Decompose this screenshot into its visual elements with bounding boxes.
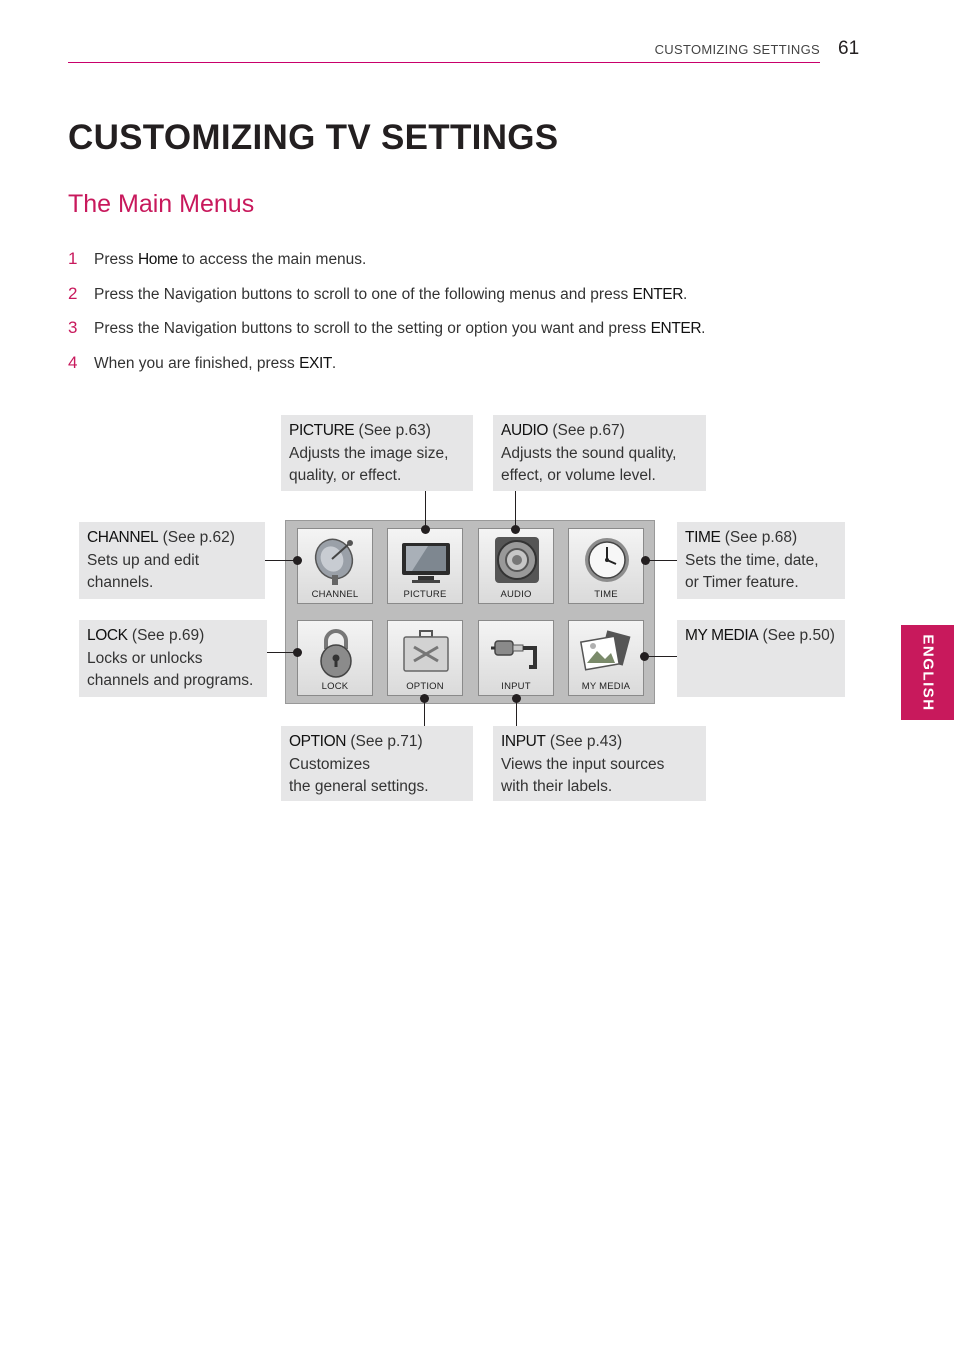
callout-lock: LOCK (See p.69) Locks or unlocks channels and programs. (79, 620, 267, 697)
tile-label: MY MEDIA (581, 681, 631, 692)
tile-label: AUDIO (500, 589, 532, 600)
step-number: 4 (68, 353, 78, 372)
callout-my-media: MY MEDIA (See p.50) (677, 620, 845, 697)
tile-label: INPUT (501, 681, 531, 692)
step-number: 3 (68, 318, 78, 337)
language-tab (901, 625, 954, 720)
satellite-dish-icon (308, 535, 364, 587)
tile-picture[interactable] (387, 528, 463, 604)
connector-dot (641, 556, 650, 565)
tv-icon (398, 535, 454, 587)
step-4: 4 When you are finished, press EXIT. (68, 353, 337, 372)
running-header: CUSTOMIZING SETTINGS (654, 42, 820, 57)
step-number: 1 (68, 249, 78, 268)
tile-lock[interactable] (297, 620, 373, 696)
connector-dot (512, 694, 521, 703)
connector-dot (421, 525, 430, 534)
tile-audio[interactable] (478, 528, 554, 604)
connector-my-media (645, 656, 677, 657)
callout-audio: AUDIO (See p.67) Adjusts the sound quality, effect, or volume level. (493, 415, 706, 491)
callout-picture: PICTURE (See p.63) Adjusts the image size, quality, or effect. (281, 415, 473, 491)
key-enter: ENTER (650, 320, 702, 337)
padlock-icon (308, 627, 364, 679)
clock-icon (579, 535, 635, 587)
connector-dot (293, 648, 302, 657)
page-number: 61 (838, 38, 860, 59)
step-3: 3 Press the Navigation buttons to scroll to the setting or option you want and press ENTER. (68, 318, 706, 337)
tile-option[interactable] (387, 620, 463, 696)
step-number: 2 (68, 284, 78, 303)
callout-time: TIME (See p.68) Sets the time, date, or Timer feature. (677, 522, 845, 599)
connector-dot (420, 694, 429, 703)
tile-channel[interactable] (297, 528, 373, 604)
key-exit: EXIT (299, 355, 332, 372)
header-rule (68, 62, 820, 63)
step-2: 2 Press the Navigation buttons to scroll to one of the following menus and press ENTER. (68, 284, 688, 303)
callout-input: INPUT (See p.43) Views the input sources with their labels. (493, 726, 706, 801)
connector-audio (515, 491, 516, 529)
tile-label: TIME (594, 589, 618, 600)
section-title: The Main Menus (68, 190, 255, 218)
tile-input[interactable] (478, 620, 554, 696)
callout-channel: CHANNEL (See p.62) Sets up and edit channels. (79, 522, 265, 599)
connector-dot (293, 556, 302, 565)
media-files-icon (579, 627, 635, 679)
step-1: 1 Press Home to access the main menus. (68, 249, 367, 268)
page-title: CUSTOMIZING TV SETTINGS (68, 118, 559, 157)
tile-label: CHANNEL (311, 589, 359, 600)
tile-label: OPTION (406, 681, 444, 692)
cable-plug-icon (489, 627, 545, 679)
tile-time[interactable] (568, 528, 644, 604)
tile-my-media[interactable] (568, 620, 644, 696)
toolbox-icon (398, 627, 454, 679)
tile-label: LOCK (321, 681, 349, 692)
language-tab-label: ENGLISH (919, 633, 936, 712)
speaker-icon (489, 535, 545, 587)
key-home: Home (137, 251, 178, 268)
key-enter: ENTER (632, 286, 684, 303)
connector-dot (640, 652, 649, 661)
connector-dot (511, 525, 520, 534)
connector-picture (425, 491, 426, 529)
callout-option: OPTION (See p.71) Customizes the general settings. (281, 726, 473, 801)
tile-label: PICTURE (403, 589, 447, 600)
